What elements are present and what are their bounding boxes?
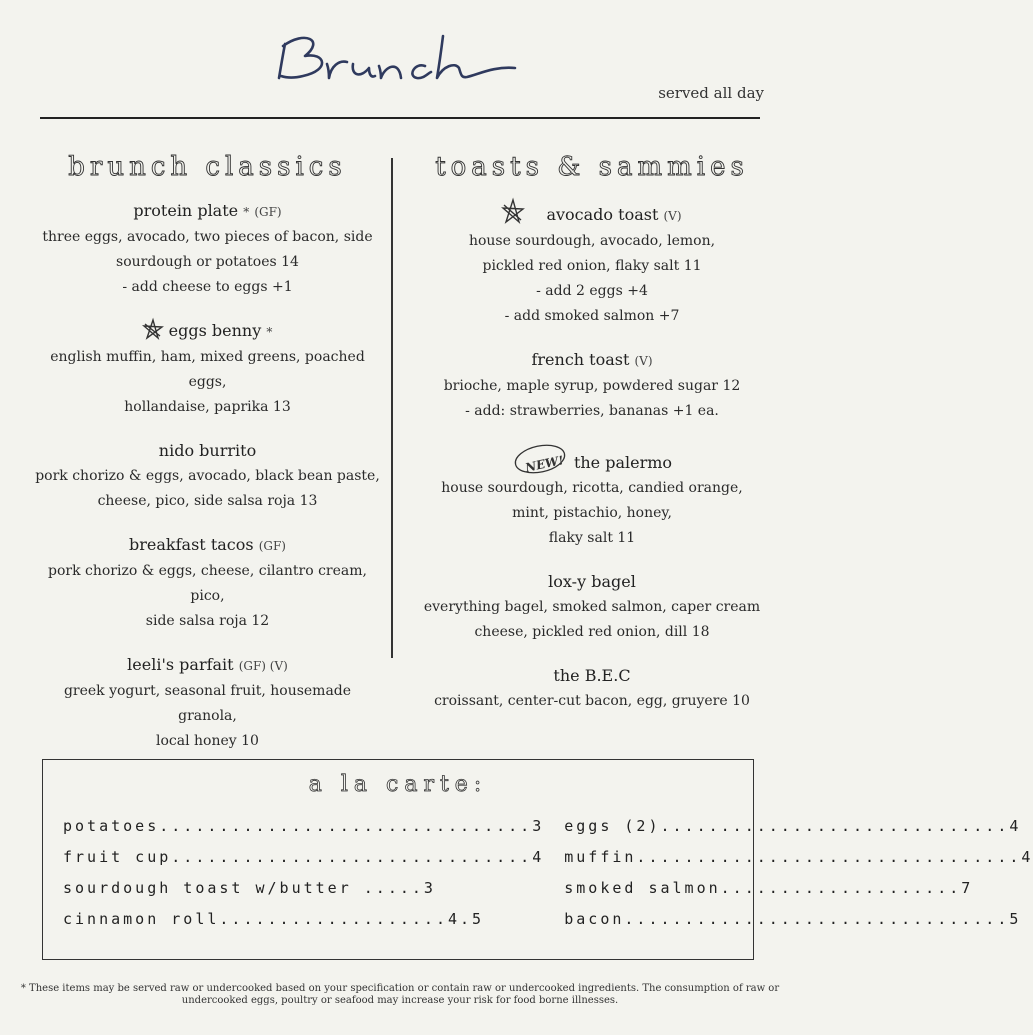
carte-item-bacon: bacon................................5 — [564, 910, 1022, 928]
item-name: eggs benny — [168, 321, 262, 340]
new-badge — [512, 442, 572, 476]
menu-item-leelis-parfait — [35, 652, 380, 754]
menu-item-the-palermo — [418, 442, 766, 551]
header-rule — [40, 117, 760, 119]
item-name: lox-y bagel — [548, 572, 636, 591]
item-name: avocado toast — [546, 205, 659, 224]
column-divider — [391, 158, 393, 658]
menu-item-lox-y-bagel — [418, 569, 766, 645]
item-name: the palermo — [573, 453, 673, 472]
menu-item-avocado-toast — [418, 198, 766, 329]
brunch-classics-column — [35, 152, 380, 772]
carte-item-sourdough-toast: sourdough toast w/butter .....3 — [63, 879, 436, 897]
item-desc-line: - add: strawberries, bananas +1 ea. — [465, 403, 719, 419]
a-la-carte-box — [42, 759, 1033, 960]
item-desc-line: brioche, maple syrup, powdered sugar 12 — [443, 378, 741, 394]
raw-mark: * — [266, 325, 273, 339]
item-desc-line: mint, pistachio, honey, — [512, 505, 672, 521]
item-desc-line: three eggs, avocado, two pieces of bacon, side — [42, 229, 373, 245]
item-name: leeli's parfait — [127, 655, 234, 674]
toasts-sammies-column — [418, 152, 766, 732]
carte-item-cinnamon-roll: cinnamon roll...................4.5 — [63, 910, 485, 928]
a-la-carte-title: a la carte: — [308, 772, 488, 797]
item-tags: (GF) — [258, 539, 286, 553]
menu-item-french-toast — [418, 347, 766, 424]
item-tags: (V) — [663, 209, 682, 223]
carte-item-smoked-salmon: smoked salmon....................7 — [564, 879, 974, 897]
item-desc-line: house sourdough, ricotta, candied orange, — [441, 480, 743, 496]
item-name: french toast — [531, 350, 630, 369]
a-la-carte-list — [63, 816, 1033, 930]
raw-mark: * — [243, 205, 250, 219]
item-desc-line: sourdough or potatoes 14 — [116, 254, 299, 270]
item-tags: (GF) — [254, 205, 282, 219]
item-desc-line: hollandaise, paprika 13 — [124, 399, 291, 415]
item-desc-line: - add cheese to eggs +1 — [122, 279, 293, 295]
item-desc-line: - add smoked salmon +7 — [504, 308, 680, 324]
item-desc-line: pork chorizo & eggs, cheese, cilantro cream, pico, — [48, 563, 367, 604]
item-desc-line: local honey 10 — [156, 733, 259, 749]
item-desc-line: croissant, center-cut bacon, egg, gruyere 10 — [434, 693, 750, 709]
item-desc-line: english muffin, ham, mixed greens, poached eggs, — [50, 349, 365, 390]
item-tags: (V) — [634, 354, 653, 368]
star-icon — [143, 318, 163, 340]
menu-item-nido-burrito — [35, 438, 380, 514]
item-tags: (GF) (V) — [238, 659, 288, 673]
item-desc-line: greek yogurt, seasonal fruit, housemade granola, — [63, 683, 352, 724]
item-desc-line: house sourdough, avocado, lemon, — [468, 233, 716, 249]
menu-item-protein-plate — [35, 198, 380, 300]
served-all-day: served all day — [658, 84, 764, 102]
new-badge-label: NEW! — [523, 453, 565, 475]
carte-item-muffin: muffin................................4 — [564, 848, 1033, 866]
item-desc-line: flaky salt 11 — [548, 530, 636, 546]
item-desc-line: pickled red onion, flaky salt 11 — [482, 258, 702, 274]
item-desc-line: side salsa roja 12 — [145, 613, 270, 629]
star-icon — [502, 198, 524, 224]
item-desc-line: - add 2 eggs +4 — [536, 283, 648, 299]
carte-item-eggs: eggs (2).............................4 — [564, 817, 1022, 835]
item-name: breakfast tacos — [129, 535, 254, 554]
carte-item-potatoes: potatoes...............................3 — [63, 817, 545, 835]
menu-item-breakfast-tacos — [35, 532, 380, 634]
item-name: nido burrito — [158, 441, 257, 460]
item-desc-line: pork chorizo & eggs, avocado, black bean paste, — [35, 468, 380, 484]
section-title-toasts-sammies: toasts & sammies — [435, 152, 749, 182]
brunch-logo — [265, 22, 525, 94]
menu-item-eggs-benny — [35, 318, 380, 420]
menu-item-the-bec — [418, 663, 766, 714]
carte-item-fruit-cup: fruit cup..............................4 — [63, 848, 545, 866]
item-desc-line: cheese, pickled red onion, dill 18 — [474, 624, 710, 640]
item-desc-line: cheese, pico, side salsa roja 13 — [97, 493, 318, 509]
section-title-brunch-classics: brunch classics — [68, 152, 347, 182]
item-name: the B.E.C — [553, 666, 631, 685]
item-name: protein plate — [133, 201, 239, 220]
raw-food-disclaimer: * These items may be served raw or undercooked based on your specification or contain raw or undercooked ingredients. The consumption of raw or undercooked eggs, poultry or seafood may increase your risk for food borne illnesses. — [20, 983, 780, 1006]
item-desc-line: everything bagel, smoked salmon, caper cream — [423, 599, 761, 615]
